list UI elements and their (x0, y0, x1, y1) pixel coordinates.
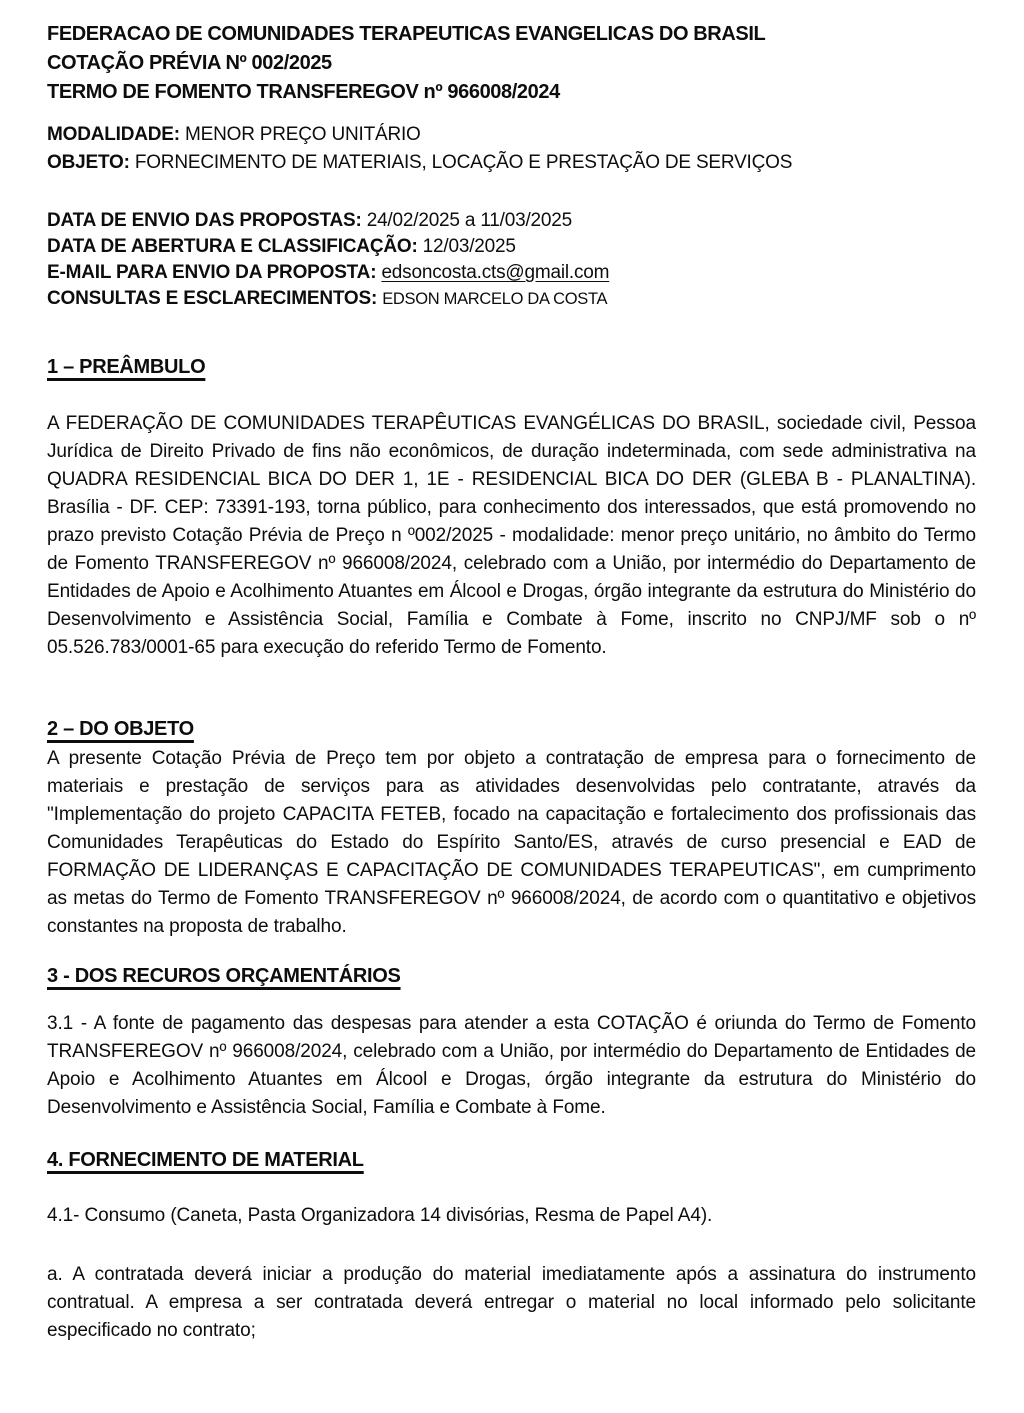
email-row (47, 260, 976, 286)
modality-object-block (47, 121, 976, 177)
object-label: OBJETO: (47, 152, 130, 173)
opening-date-row (47, 234, 976, 260)
opening-date-value: 12/03/2025 (422, 236, 516, 257)
dates-contact-block (47, 208, 976, 312)
proposal-dates-value: 24/02/2025 a 11/03/2025 (366, 210, 573, 231)
section-preambulo-paragraph: A FEDERAÇÃO DE COMUNIDADES TERAPÊUTICAS EVANGÉLICAS DO BRASIL, sociedade civil, Pessoa Jurídica de Direito Privado de fins não econômicos, de duração indeterminada, com sede administrativa na QUADRA RESIDENCIAL BICA DO DER 1, 1E - RESIDENCIAL BICA DO DER (GLEBA B - PLANALTINA). Brasília - DF. CEP: 73391-193, torna público, para conhecimento dos interessados, que está promovendo no prazo previsto Cotação Prévia de Preço n º002/2025 - modalidade: menor preço unitário, no âmbito do Termo de Fomento TRANSFEREGOV nº 966008/2024, celebrado com a União, por intermédio do Departamento de Entidades de Apoio e Acolhimento Atuantes em Álcool e Drogas, órgão integrante da estrutura do Ministério do Desenvolvimento e Assistência Social, Família e Combate à Fome, inscrito no CNPJ/MF sob o nº 05.526.783/0001-65 para execução do referido Termo de Fomento. (47, 413, 976, 658)
contact-value: EDSON MARCELO DA COSTA (382, 290, 608, 308)
doc-subtitle: TERMO DE FOMENTO TRANSFEREGOV nº 966008/2024 (47, 81, 560, 103)
proposal-dates-row (47, 208, 976, 234)
section-preambulo (47, 356, 976, 662)
modality-label: MODALIDADE: (47, 124, 180, 145)
email-link[interactable]: edsoncosta.cts@gmail.com (381, 262, 610, 283)
section-recursos-paragraph: 3.1 - A fonte de pagamento das despesas para atender a esta COTAÇÃO é oriunda do Termo de Fomento TRANSFEREGOV nº 966008/2024, celebrado com a União, por intermédio do Departamento de Entidades de Apoio e Acolhimento Atuantes em Álcool e Drogas, órgão integrante da estrutura do Ministério do Desenvolvimento e Assistência Social, Família e Combate à Fome. (47, 1013, 976, 1118)
opening-date-label: DATA DE ABERTURA E CLASSIFICAÇÃO: (47, 236, 418, 257)
document-header (47, 20, 976, 107)
org-name: FEDERACAO DE COMUNIDADES TERAPEUTICAS EVANGELICAS DO BRASIL (47, 23, 766, 45)
item-4-1-consumo: 4.1- Consumo (Caneta, Pasta Organizadora 14 divisórias, Resma de Papel A4). (47, 1205, 713, 1226)
section-objeto-heading: 2 – DO OBJETO (47, 718, 194, 740)
modality-value: MENOR PREÇO UNITÁRIO (185, 124, 421, 145)
section-recursos-orcamentarios (47, 965, 976, 1122)
section-recursos-heading: 3 - DOS RECUROS ORÇAMENTÁRIOS (47, 965, 401, 987)
section-objeto (47, 718, 976, 941)
proposal-dates-label: DATA DE ENVIO DAS PROPOSTAS: (47, 210, 362, 231)
section-preambulo-heading: 1 – PREÂMBULO (47, 356, 206, 378)
doc-title: COTAÇÃO PRÉVIA Nº 002/2025 (47, 52, 332, 74)
object-value: FORNECIMENTO DE MATERIAIS, LOCAÇÃO E PRESTAÇÃO DE SERVIÇOS (134, 152, 793, 173)
email-label: E-MAIL PARA ENVIO DA PROPOSTA: (47, 262, 377, 283)
item-a-producao-material: a. A contratada deverá iniciar a produção do material imediatamente após a assinatura do instrumento contratual. A empresa a ser contratada deverá entregar o material no local informado pelo solicitante especificado no contrato; (47, 1264, 976, 1341)
section-objeto-paragraph: A presente Cotação Prévia de Preço tem por objeto a contratação de empresa para o fornecimento de materiais e prestação de serviços para as atividades desenvolvidas pelo contratante, através da "Implementação do projeto CAPACITA FETEB, focado na capacitação e fortalecimento dos profissionais das Comunidades Terapêuticas do Estado do Espírito Santo/ES, através de curso presencial e EAD de FORMAÇÃO DE LIDERANÇAS E CAPACITAÇÃO DE COMUNIDADES TERAPEUTICAS", em cumprimento as metas do Termo de Fomento TRANSFEREGOV nº 966008/2024, de acordo com o quantitativo e objetivos constantes na proposta de trabalho. (47, 748, 976, 937)
contact-label: CONSULTAS E ESCLARECIMENTOS: (47, 288, 378, 309)
section-fornecimento-material (47, 1149, 976, 1345)
modality-row (47, 121, 976, 149)
contact-row (47, 286, 976, 312)
object-row (47, 149, 976, 177)
section-fornecimento-heading: 4. FORNECIMENTO DE MATERIAL (47, 1149, 364, 1171)
